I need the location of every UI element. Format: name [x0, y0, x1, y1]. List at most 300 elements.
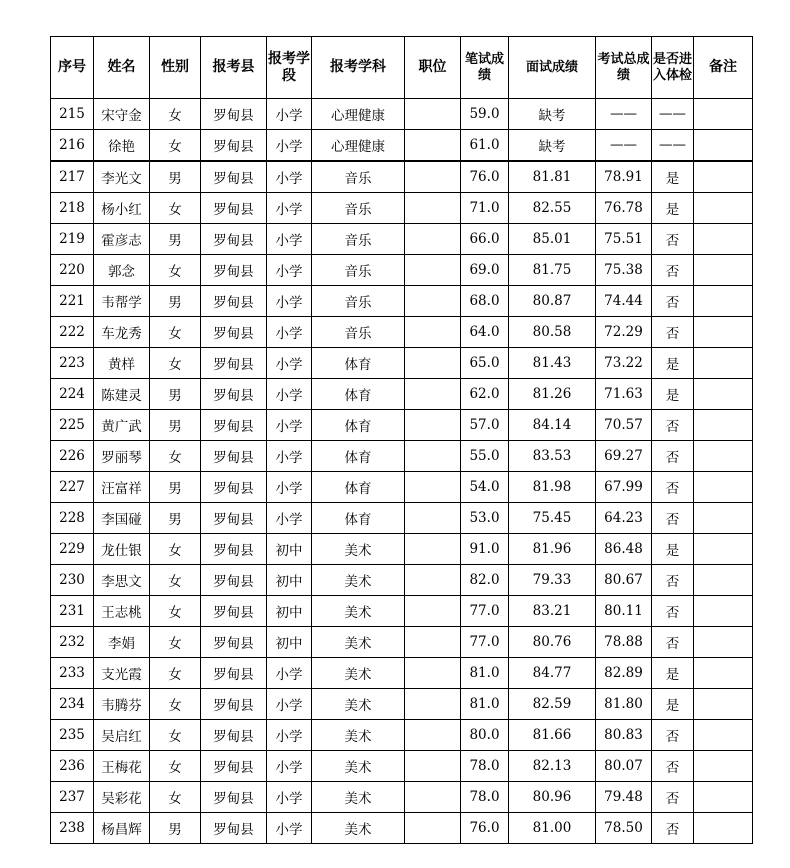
cell-position	[405, 286, 461, 317]
cell-seq: 224	[51, 379, 94, 410]
cell-medical-exam: 否	[652, 720, 694, 751]
cell-position	[405, 751, 461, 782]
cell-remark	[694, 161, 753, 193]
cell-medical-exam: 是	[652, 348, 694, 379]
cell-gender: 男	[150, 161, 201, 193]
cell-total-score: ——	[596, 99, 652, 130]
cell-name: 黄广武	[94, 410, 150, 441]
cell-medical-exam: 否	[652, 410, 694, 441]
cell-seq: 238	[51, 813, 94, 844]
cell-interview-score: 81.43	[509, 348, 596, 379]
cell-subject: 美术	[312, 689, 405, 720]
cell-subject: 音乐	[312, 193, 405, 224]
cell-position	[405, 224, 461, 255]
cell-medical-exam: 否	[652, 441, 694, 472]
cell-subject: 体育	[312, 379, 405, 410]
cell-medical-exam: 否	[652, 472, 694, 503]
cell-county: 罗甸县	[201, 348, 267, 379]
cell-gender: 男	[150, 224, 201, 255]
cell-name: 黄样	[94, 348, 150, 379]
cell-gender: 女	[150, 130, 201, 162]
cell-total-score: 80.83	[596, 720, 652, 751]
cell-seq: 216	[51, 130, 94, 162]
cell-medical-exam: ——	[652, 130, 694, 162]
cell-seq: 232	[51, 627, 94, 658]
cell-interview-score: 75.45	[509, 503, 596, 534]
cell-total-score: 69.27	[596, 441, 652, 472]
cell-subject: 音乐	[312, 286, 405, 317]
cell-gender: 女	[150, 782, 201, 813]
cell-medical-exam: 否	[652, 751, 694, 782]
table-row	[51, 534, 753, 565]
cell-subject: 体育	[312, 410, 405, 441]
cell-position	[405, 441, 461, 472]
cell-gender: 男	[150, 286, 201, 317]
cell-name: 杨小红	[94, 193, 150, 224]
cell-name: 支光霞	[94, 658, 150, 689]
cell-stage: 小学	[267, 813, 312, 844]
cell-interview-score: 82.55	[509, 193, 596, 224]
cell-interview-score: 缺考	[509, 99, 596, 130]
cell-seq: 217	[51, 161, 94, 193]
cell-interview-score: 81.00	[509, 813, 596, 844]
cell-position	[405, 689, 461, 720]
cell-medical-exam: 否	[652, 782, 694, 813]
table-row	[51, 503, 753, 534]
cell-written-score: 69.0	[461, 255, 509, 286]
cell-stage: 小学	[267, 255, 312, 286]
cell-gender: 男	[150, 472, 201, 503]
table-row	[51, 720, 753, 751]
cell-subject: 音乐	[312, 317, 405, 348]
cell-interview-score: 81.26	[509, 379, 596, 410]
cell-name: 韦腾芬	[94, 689, 150, 720]
cell-seq: 231	[51, 596, 94, 627]
cell-name: 李光文	[94, 161, 150, 193]
cell-stage: 小学	[267, 441, 312, 472]
table-row	[51, 410, 753, 441]
cell-county: 罗甸县	[201, 627, 267, 658]
cell-position	[405, 410, 461, 441]
cell-remark	[694, 689, 753, 720]
cell-subject: 体育	[312, 441, 405, 472]
cell-gender: 男	[150, 503, 201, 534]
cell-remark	[694, 534, 753, 565]
cell-stage: 小学	[267, 348, 312, 379]
cell-subject: 体育	[312, 503, 405, 534]
cell-subject: 美术	[312, 534, 405, 565]
cell-written-score: 57.0	[461, 410, 509, 441]
cell-gender: 女	[150, 596, 201, 627]
table-row	[51, 161, 753, 193]
cell-county: 罗甸县	[201, 689, 267, 720]
cell-written-score: 78.0	[461, 751, 509, 782]
cell-seq: 235	[51, 720, 94, 751]
table-row	[51, 627, 753, 658]
header-subject: 报考学科	[312, 37, 405, 99]
cell-written-score: 65.0	[461, 348, 509, 379]
cell-stage: 小学	[267, 751, 312, 782]
table-row	[51, 782, 753, 813]
cell-stage: 初中	[267, 627, 312, 658]
cell-interview-score: 81.66	[509, 720, 596, 751]
cell-remark	[694, 379, 753, 410]
cell-stage: 小学	[267, 503, 312, 534]
table-row	[51, 658, 753, 689]
cell-position	[405, 379, 461, 410]
cell-stage: 小学	[267, 410, 312, 441]
cell-name: 李国碰	[94, 503, 150, 534]
cell-stage: 初中	[267, 534, 312, 565]
cell-remark	[694, 317, 753, 348]
cell-total-score: 64.23	[596, 503, 652, 534]
cell-seq: 218	[51, 193, 94, 224]
cell-written-score: 66.0	[461, 224, 509, 255]
cell-name: 李思文	[94, 565, 150, 596]
cell-gender: 女	[150, 658, 201, 689]
table-row	[51, 751, 753, 782]
cell-total-score: 73.22	[596, 348, 652, 379]
cell-medical-exam: 是	[652, 193, 694, 224]
cell-subject: 美术	[312, 813, 405, 844]
cell-remark	[694, 193, 753, 224]
cell-gender: 女	[150, 317, 201, 348]
cell-subject: 体育	[312, 472, 405, 503]
cell-remark	[694, 720, 753, 751]
cell-position	[405, 627, 461, 658]
cell-position	[405, 813, 461, 844]
cell-subject: 音乐	[312, 161, 405, 193]
cell-written-score: 77.0	[461, 627, 509, 658]
table-row	[51, 224, 753, 255]
table-row	[51, 286, 753, 317]
cell-name: 宋守金	[94, 99, 150, 130]
cell-stage: 初中	[267, 596, 312, 627]
cell-name: 李娟	[94, 627, 150, 658]
cell-seq: 215	[51, 99, 94, 130]
cell-stage: 小学	[267, 472, 312, 503]
cell-position	[405, 472, 461, 503]
cell-position	[405, 596, 461, 627]
cell-interview-score: 79.33	[509, 565, 596, 596]
table-row	[51, 99, 753, 130]
cell-county: 罗甸县	[201, 813, 267, 844]
cell-subject: 美术	[312, 720, 405, 751]
cell-stage: 小学	[267, 720, 312, 751]
table-row	[51, 379, 753, 410]
cell-county: 罗甸县	[201, 255, 267, 286]
cell-medical-exam: 是	[652, 658, 694, 689]
cell-total-score: 79.48	[596, 782, 652, 813]
table-row	[51, 193, 753, 224]
cell-subject: 美术	[312, 565, 405, 596]
cell-position	[405, 130, 461, 162]
cell-subject: 美术	[312, 627, 405, 658]
cell-position	[405, 193, 461, 224]
cell-seq: 220	[51, 255, 94, 286]
cell-position	[405, 503, 461, 534]
cell-medical-exam: 否	[652, 317, 694, 348]
header-name: 姓名	[94, 37, 150, 99]
cell-county: 罗甸县	[201, 720, 267, 751]
cell-total-score: 86.48	[596, 534, 652, 565]
cell-name: 吴彩花	[94, 782, 150, 813]
header-county: 报考县	[201, 37, 267, 99]
header-seq: 序号	[51, 37, 94, 99]
cell-interview-score: 82.59	[509, 689, 596, 720]
cell-written-score: 76.0	[461, 813, 509, 844]
cell-total-score: ——	[596, 130, 652, 162]
cell-stage: 小学	[267, 286, 312, 317]
cell-seq: 237	[51, 782, 94, 813]
cell-interview-score: 83.53	[509, 441, 596, 472]
header-medical-exam: 是否进入体检	[652, 37, 694, 99]
cell-name: 韦帮学	[94, 286, 150, 317]
cell-county: 罗甸县	[201, 193, 267, 224]
cell-position	[405, 534, 461, 565]
cell-written-score: 81.0	[461, 658, 509, 689]
cell-total-score: 70.57	[596, 410, 652, 441]
cell-subject: 音乐	[312, 224, 405, 255]
cell-subject: 美术	[312, 596, 405, 627]
cell-seq: 226	[51, 441, 94, 472]
cell-interview-score: 80.87	[509, 286, 596, 317]
cell-gender: 女	[150, 255, 201, 286]
cell-subject: 音乐	[312, 255, 405, 286]
cell-stage: 小学	[267, 689, 312, 720]
cell-county: 罗甸县	[201, 751, 267, 782]
cell-gender: 女	[150, 348, 201, 379]
cell-position	[405, 99, 461, 130]
cell-gender: 女	[150, 441, 201, 472]
cell-gender: 男	[150, 410, 201, 441]
cell-name: 王梅花	[94, 751, 150, 782]
cell-county: 罗甸县	[201, 596, 267, 627]
cell-remark	[694, 565, 753, 596]
cell-position	[405, 255, 461, 286]
cell-remark	[694, 99, 753, 130]
cell-medical-exam: 是	[652, 534, 694, 565]
cell-interview-score: 84.14	[509, 410, 596, 441]
cell-total-score: 71.63	[596, 379, 652, 410]
cell-stage: 小学	[267, 224, 312, 255]
cell-interview-score: 81.98	[509, 472, 596, 503]
cell-position	[405, 161, 461, 193]
cell-county: 罗甸县	[201, 503, 267, 534]
cell-total-score: 81.80	[596, 689, 652, 720]
cell-seq: 219	[51, 224, 94, 255]
cell-written-score: 80.0	[461, 720, 509, 751]
cell-remark	[694, 441, 753, 472]
results-sheet	[50, 36, 753, 844]
table-row	[51, 441, 753, 472]
cell-stage: 小学	[267, 658, 312, 689]
cell-position	[405, 565, 461, 596]
cell-written-score: 77.0	[461, 596, 509, 627]
cell-remark	[694, 751, 753, 782]
cell-name: 罗丽琴	[94, 441, 150, 472]
cell-gender: 女	[150, 720, 201, 751]
cell-stage: 小学	[267, 193, 312, 224]
header-gender: 性别	[150, 37, 201, 99]
cell-county: 罗甸县	[201, 224, 267, 255]
cell-position	[405, 720, 461, 751]
cell-county: 罗甸县	[201, 534, 267, 565]
cell-remark	[694, 503, 753, 534]
cell-name: 杨昌辉	[94, 813, 150, 844]
cell-written-score: 53.0	[461, 503, 509, 534]
cell-position	[405, 782, 461, 813]
cell-stage: 小学	[267, 317, 312, 348]
cell-remark	[694, 813, 753, 844]
cell-seq: 234	[51, 689, 94, 720]
table-row	[51, 317, 753, 348]
cell-county: 罗甸县	[201, 410, 267, 441]
cell-gender: 女	[150, 534, 201, 565]
cell-name: 汪富祥	[94, 472, 150, 503]
cell-medical-exam: 否	[652, 565, 694, 596]
table-row	[51, 130, 753, 162]
cell-county: 罗甸县	[201, 472, 267, 503]
cell-county: 罗甸县	[201, 782, 267, 813]
cell-seq: 233	[51, 658, 94, 689]
cell-written-score: 68.0	[461, 286, 509, 317]
cell-subject: 美术	[312, 751, 405, 782]
cell-total-score: 67.99	[596, 472, 652, 503]
cell-remark	[694, 130, 753, 162]
cell-name: 霍彦志	[94, 224, 150, 255]
header-row	[51, 37, 753, 99]
cell-total-score: 82.89	[596, 658, 652, 689]
header-written-score: 笔试成绩	[461, 37, 509, 99]
cell-subject: 体育	[312, 348, 405, 379]
cell-stage: 初中	[267, 565, 312, 596]
cell-total-score: 75.51	[596, 224, 652, 255]
cell-subject: 美术	[312, 782, 405, 813]
cell-medical-exam: 是	[652, 161, 694, 193]
cell-total-score: 78.91	[596, 161, 652, 193]
cell-gender: 男	[150, 379, 201, 410]
cell-stage: 小学	[267, 782, 312, 813]
cell-medical-exam: 是	[652, 689, 694, 720]
cell-total-score: 78.50	[596, 813, 652, 844]
cell-interview-score: 83.21	[509, 596, 596, 627]
cell-county: 罗甸县	[201, 161, 267, 193]
results-body	[51, 99, 753, 844]
cell-written-score: 59.0	[461, 99, 509, 130]
cell-total-score: 80.11	[596, 596, 652, 627]
cell-remark	[694, 658, 753, 689]
cell-interview-score: 84.77	[509, 658, 596, 689]
cell-gender: 女	[150, 99, 201, 130]
cell-written-score: 78.0	[461, 782, 509, 813]
cell-county: 罗甸县	[201, 286, 267, 317]
cell-position	[405, 317, 461, 348]
cell-seq: 225	[51, 410, 94, 441]
cell-written-score: 55.0	[461, 441, 509, 472]
cell-medical-exam: 否	[652, 503, 694, 534]
cell-name: 徐艳	[94, 130, 150, 162]
cell-remark	[694, 596, 753, 627]
cell-seq: 230	[51, 565, 94, 596]
cell-interview-score: 85.01	[509, 224, 596, 255]
cell-gender: 女	[150, 689, 201, 720]
cell-total-score: 74.44	[596, 286, 652, 317]
cell-county: 罗甸县	[201, 317, 267, 348]
cell-name: 陈建灵	[94, 379, 150, 410]
cell-gender: 女	[150, 751, 201, 782]
cell-interview-score: 缺考	[509, 130, 596, 162]
header-total-score: 考试总成绩	[596, 37, 652, 99]
cell-interview-score: 80.96	[509, 782, 596, 813]
cell-seq: 229	[51, 534, 94, 565]
cell-remark	[694, 627, 753, 658]
cell-gender: 男	[150, 813, 201, 844]
cell-name: 吴启红	[94, 720, 150, 751]
cell-total-score: 76.78	[596, 193, 652, 224]
cell-seq: 236	[51, 751, 94, 782]
table-row	[51, 565, 753, 596]
cell-interview-score: 81.75	[509, 255, 596, 286]
table-row	[51, 689, 753, 720]
cell-seq: 227	[51, 472, 94, 503]
cell-stage: 小学	[267, 161, 312, 193]
cell-medical-exam: 否	[652, 627, 694, 658]
cell-remark	[694, 782, 753, 813]
table-row	[51, 255, 753, 286]
results-table	[50, 36, 753, 844]
cell-remark	[694, 255, 753, 286]
table-row	[51, 813, 753, 844]
cell-medical-exam: ——	[652, 99, 694, 130]
cell-medical-exam: 否	[652, 596, 694, 627]
cell-county: 罗甸县	[201, 441, 267, 472]
cell-written-score: 61.0	[461, 130, 509, 162]
cell-county: 罗甸县	[201, 130, 267, 162]
cell-county: 罗甸县	[201, 379, 267, 410]
header-remark: 备注	[694, 37, 753, 99]
cell-stage: 小学	[267, 99, 312, 130]
cell-county: 罗甸县	[201, 658, 267, 689]
cell-total-score: 78.88	[596, 627, 652, 658]
cell-gender: 女	[150, 565, 201, 596]
cell-written-score: 82.0	[461, 565, 509, 596]
cell-seq: 221	[51, 286, 94, 317]
cell-remark	[694, 224, 753, 255]
cell-total-score: 80.07	[596, 751, 652, 782]
cell-written-score: 91.0	[461, 534, 509, 565]
cell-county: 罗甸县	[201, 99, 267, 130]
cell-medical-exam: 否	[652, 813, 694, 844]
cell-name: 车龙秀	[94, 317, 150, 348]
cell-subject: 心理健康	[312, 99, 405, 130]
cell-written-score: 54.0	[461, 472, 509, 503]
cell-medical-exam: 是	[652, 379, 694, 410]
cell-total-score: 80.67	[596, 565, 652, 596]
cell-written-score: 71.0	[461, 193, 509, 224]
cell-stage: 小学	[267, 379, 312, 410]
cell-remark	[694, 472, 753, 503]
cell-remark	[694, 348, 753, 379]
cell-medical-exam: 否	[652, 255, 694, 286]
cell-written-score: 64.0	[461, 317, 509, 348]
table-row	[51, 348, 753, 379]
cell-gender: 女	[150, 627, 201, 658]
cell-medical-exam: 否	[652, 286, 694, 317]
cell-written-score: 81.0	[461, 689, 509, 720]
cell-subject: 美术	[312, 658, 405, 689]
cell-interview-score: 81.96	[509, 534, 596, 565]
